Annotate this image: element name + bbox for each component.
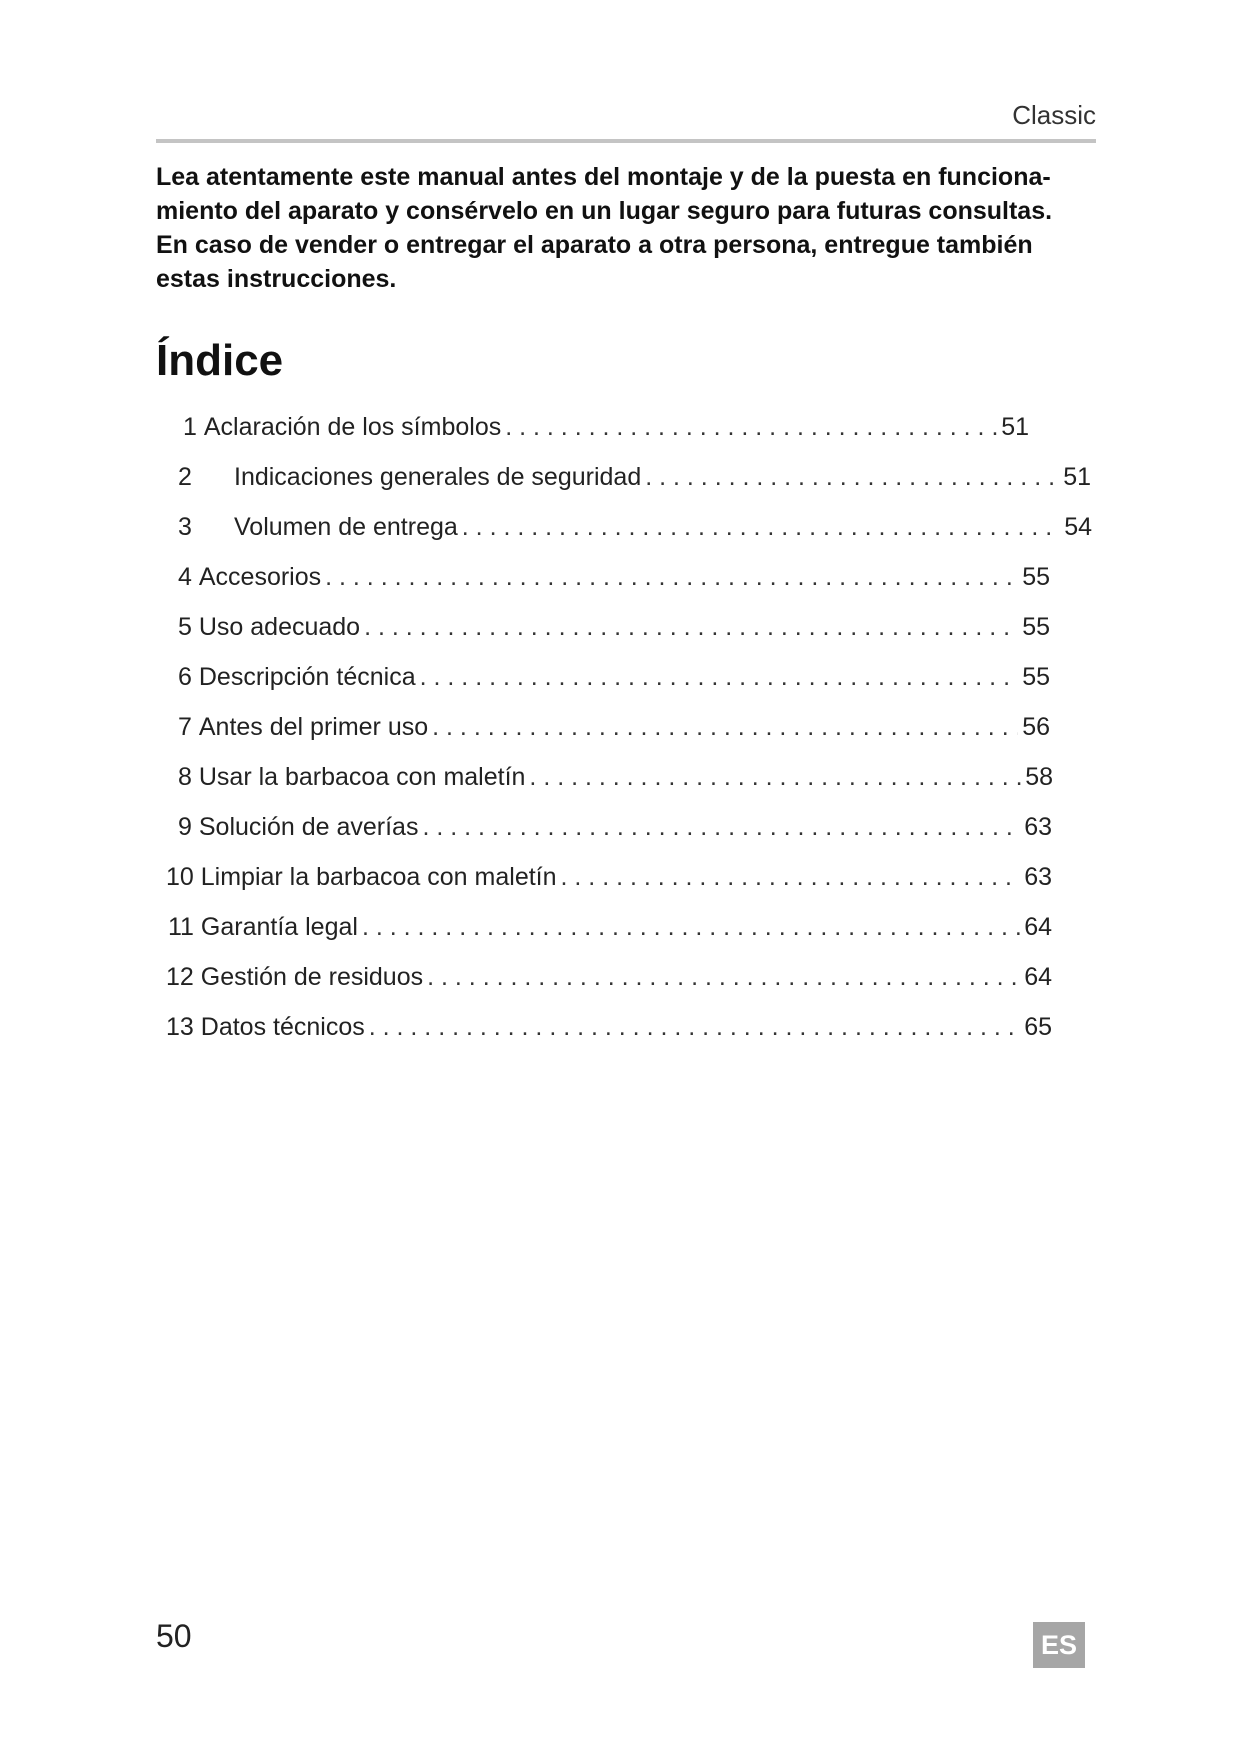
toc-entry-number: 5 (178, 613, 192, 641)
toc-entry-label: Volumen de entrega (234, 513, 458, 541)
toc-dot-leader (420, 659, 1019, 695)
toc-dot-leader (432, 709, 1018, 745)
language-badge: ES (1033, 1622, 1085, 1668)
toc-entry-label: Limpiar la barbacoa con maletín (200, 863, 557, 891)
toc-entry-label: Indicaciones generales de seguridad (234, 463, 642, 491)
toc-entry[interactable] (166, 959, 1052, 995)
intro-line: Lea atentamente este manual antes del montaje y de la puesta en funciona- (156, 163, 1051, 191)
toc-entry[interactable] (166, 1009, 1052, 1045)
toc-entry-page: 51 (1001, 413, 1029, 441)
running-header-title: Classic (1012, 100, 1096, 130)
toc-entry[interactable] (166, 859, 1052, 895)
toc-entry-label: Descripción técnica (198, 663, 416, 691)
toc-entry-page: 64 (1024, 913, 1052, 941)
toc-entry-label: Gestión de residuos (200, 963, 424, 991)
header-rule (156, 139, 1096, 143)
toc-entry[interactable] (178, 609, 1050, 645)
toc-entry-number: 6 (178, 663, 192, 691)
toc-dot-leader (362, 909, 1020, 945)
toc-entry-page: 58 (1025, 763, 1053, 791)
toc-entry[interactable] (178, 809, 1052, 845)
toc-entry-page: 56 (1022, 713, 1050, 741)
toc-entry-page: 64 (1024, 963, 1052, 991)
toc-entry-number: 13 (166, 1013, 194, 1041)
toc-entry-page: 63 (1024, 863, 1052, 891)
toc-entry-label: Garantía legal (200, 913, 358, 941)
toc-entry-page: 63 (1024, 813, 1052, 841)
toc-entry-number: 9 (178, 813, 192, 841)
toc-dot-leader (529, 759, 1021, 795)
index-heading: Índice (156, 336, 284, 385)
toc-entry[interactable] (168, 909, 1052, 945)
toc-entry-page: 65 (1024, 1013, 1052, 1041)
page-number: 50 (156, 1618, 192, 1654)
toc-dot-leader (561, 859, 1021, 895)
toc-entry-label: Uso adecuado (198, 613, 361, 641)
toc-entry-number: 3 (178, 513, 192, 541)
toc-entry-page: 54 (1064, 513, 1092, 541)
toc-entry-number: 12 (166, 963, 194, 991)
toc-entry-page: 55 (1022, 663, 1050, 691)
toc-dot-leader (325, 559, 1018, 595)
toc-dot-leader (364, 609, 1018, 645)
toc-entry-page: 55 (1022, 613, 1050, 641)
toc-entry[interactable] (183, 409, 1029, 445)
toc-entry-label: Usar la barbacoa con maletín (198, 763, 526, 791)
toc-entry[interactable] (178, 709, 1050, 745)
toc-entry-label: Accesorios (198, 563, 322, 591)
toc-entry-number: 11 (168, 913, 194, 941)
toc-entry-label: Solución de averías (198, 813, 419, 841)
toc-entry-number: 10 (166, 863, 194, 891)
toc-entry-page: 51 (1063, 463, 1091, 491)
intro-line: estas instrucciones. (156, 265, 397, 293)
toc-entry[interactable] (178, 559, 1050, 595)
toc-entry-number: 8 (178, 763, 192, 791)
toc-entry-number: 2 (178, 463, 192, 491)
toc-entry[interactable] (178, 759, 1053, 795)
toc-entry-number: 4 (178, 563, 192, 591)
toc-entry-label: Aclaración de los símbolos (203, 413, 502, 441)
toc-dot-leader (505, 409, 997, 445)
intro-line: En caso de vender o entregar el aparato a otra persona, entregue también (156, 231, 1033, 259)
toc-dot-leader (369, 1009, 1020, 1045)
toc-entry[interactable] (178, 509, 1092, 545)
toc-entry-label: Datos técnicos (200, 1013, 365, 1041)
toc-dot-leader (645, 459, 1059, 495)
toc-entry[interactable] (178, 459, 1091, 495)
toc-entry-page: 55 (1022, 563, 1050, 591)
toc-entry[interactable] (178, 659, 1050, 695)
toc-entry-label: Antes del primer uso (198, 713, 429, 741)
intro-notice (156, 160, 1101, 296)
intro-line: miento del aparato y consérvelo en un lugar seguro para futuras consultas. (156, 197, 1053, 225)
toc-dot-leader (422, 809, 1020, 845)
toc-entry-number: 1 (183, 413, 197, 441)
toc-dot-leader (427, 959, 1020, 995)
toc-dot-leader (462, 509, 1060, 545)
toc-entry-number: 7 (178, 713, 192, 741)
